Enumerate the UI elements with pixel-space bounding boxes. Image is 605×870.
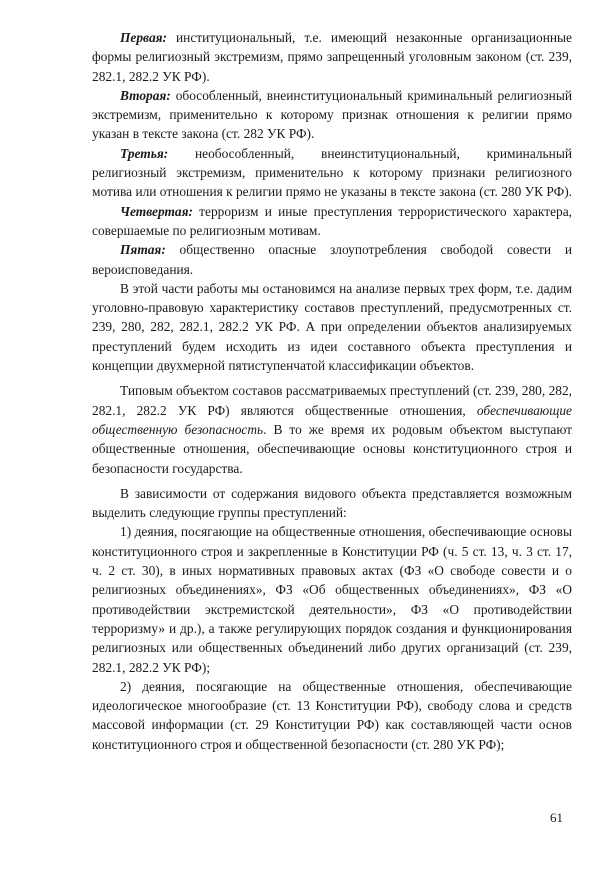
paragraph-analysis-scope: В этой части работы мы остановимся на анализе первых трех форм, т.е. дадим уголовно-правовую характеристику составов преступлений, предусмотренных ст. 239, 280, 282, 282.1, 282.2 УК РФ. А при определении объектов анализируемых преступлений будем исходить из идеи составного объекта преступления и концепции двухмерной пятиступенчатой классификации объектов. xyxy=(92,280,572,374)
lead-term: Вторая: xyxy=(120,87,171,103)
paragraph-text: общественно опасные злоупотребления свободой совести и вероисповедания. xyxy=(92,242,572,277)
paragraph-groups-intro: В зависимости от содержания видового объекта представляется возможным выделить следующие группы преступлений: xyxy=(92,485,572,521)
paragraph-form-5 xyxy=(92,240,572,279)
lead-term: Пятая: xyxy=(120,242,166,258)
paragraph-text: институциональный, т.е. имеющий незаконные организационные формы религиозный экстремизм, прямо запрещенный уголовным законом (ст. 239, 282.1, 282.2 УК РФ). xyxy=(92,30,572,84)
lead-term: Первая: xyxy=(120,30,167,45)
paragraph-text: Типовым объектом составов рассматриваемых преступлений (ст. 239, 280, 282, 282.1, 282.2 УК РФ) являются общественные отношения, xyxy=(92,383,572,418)
paragraph-form-2 xyxy=(92,86,572,144)
page-number: 61 xyxy=(550,810,563,825)
paragraph-group-1: 1) деяния, посягающие на общественные отношения, обеспечивающие основы конституционного строя и закрепленные в Конституции РФ (ч. 5 ст. 13, ч. 3 ст. 17, ч. 2 ст. 30), в иных нормативных правовых актах (ФЗ «О свободе совести и о религиозных объединениях», ФЗ «Об общественных объединениях», ФЗ «О противодействии экстремистской деятельности», ФЗ «О противодействии терроризму» и др.), а также регулирующих порядок создания и функционирования религиозных или общественных объединений либо других организаций (ст. 239, 282.1, 282.2 УК РФ); xyxy=(92,524,572,675)
paragraph-text: необособленный, внеинституциональный, криминальный религиозный экстремизм, применительно к которому признаки религиозного мотива или отношения к религии прямо не указаны в тексте закона (ст. 280 УК РФ). xyxy=(92,145,573,200)
emphasis-text: обеспечивающие общественную безопасность xyxy=(92,402,572,437)
lead-term: Третья: xyxy=(120,145,169,161)
paragraph-typical-object xyxy=(92,381,572,477)
paragraph-text: . В то же время их родовым объектом выступают общественные отношения, обеспечивающие основы конституционного строя и безопасности государства. xyxy=(92,421,572,476)
paragraph-text: терроризм и иные преступления террористического характера, совершаемые по религиозным мотивам. xyxy=(92,203,572,238)
paragraph-text: обособленный, внеинституциональный криминальный религиозный экстремизм, применительно к которому признак отношения к религии прямо указан в тексте закона (ст. 282 УК РФ). xyxy=(92,87,572,142)
page-body xyxy=(92,28,572,754)
paragraph-form-1 xyxy=(92,28,572,86)
paragraph-group-2: 2) деяния, посягающие на общественные отношения, обеспечивающие идеологическое многообразие (ст. 13 Конституции РФ), свободу слова и средств массовой информации (ст. 29 Конституции РФ) как составляющей части основ конституционного строя и общественной безопасности (ст. 280 УК РФ); xyxy=(92,678,572,752)
paragraph-form-3 xyxy=(92,144,572,202)
paragraph-form-4 xyxy=(92,202,572,241)
lead-term: Четвертая: xyxy=(120,203,193,219)
